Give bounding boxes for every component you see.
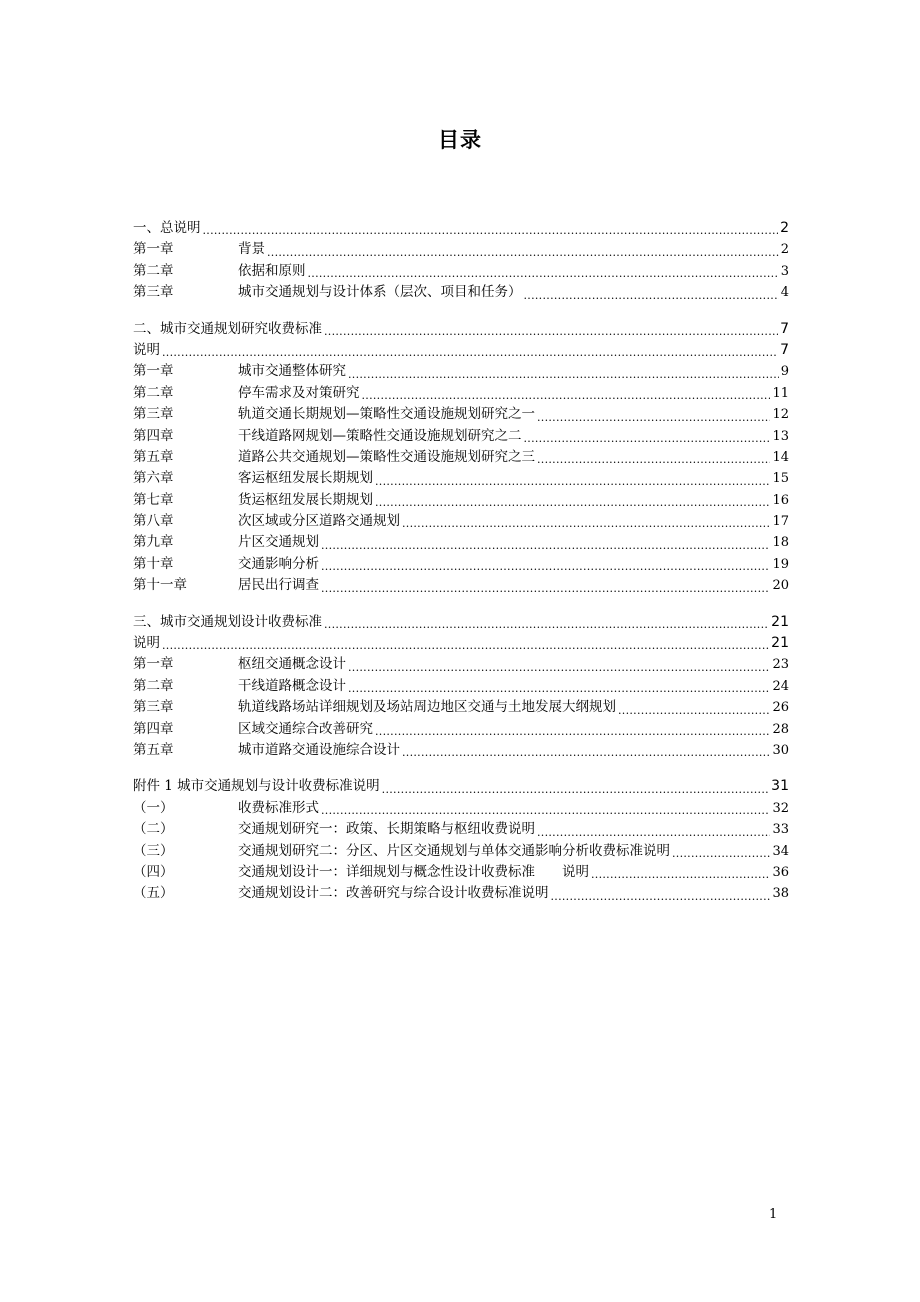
toc-entry-title: 交通规划设计一：详细规划与概念性设计收费标准 说明 [238,863,589,880]
toc-entry-row[interactable] [133,490,789,511]
toc-section [133,776,789,904]
toc-page-number: 9 [780,364,789,380]
toc-chapter-number: 第四章 [133,720,174,737]
toc-entry-row[interactable] [133,740,789,761]
dot-leader [537,404,770,425]
toc-chapter-number: 第十一章 [133,577,187,594]
dot-leader [321,532,770,553]
toc-entry-row[interactable] [133,654,789,675]
toc-entry-row[interactable] [133,697,789,718]
page-number: 1 [769,1207,778,1222]
toc-entry-title: 说明 [133,341,160,358]
toc-heading-row[interactable] [133,340,789,361]
toc-page-number: 21 [771,613,789,630]
toc-page-number: 36 [772,864,789,880]
dot-leader [267,239,779,260]
dot-leader [551,883,771,904]
toc-page-number: 16 [772,492,789,508]
toc-entry-row[interactable] [133,511,789,532]
toc-entry-row[interactable] [133,468,789,489]
page-title: 目录 [438,128,482,152]
toc-page-number: 38 [772,886,789,902]
dot-leader [348,654,770,675]
toc-entry-title: 道路公共交通规划—策略性交通设施规划研究之三 [238,448,535,465]
toc-entry-title: 干线道路网规划—策略性交通设施规划研究之二 [238,427,522,444]
toc-section [133,218,789,304]
toc-entry-row[interactable] [133,361,789,382]
toc-page-number: 2 [780,219,789,236]
toc-entry-title: 交通影响分析 [238,555,319,572]
toc-page-number: 18 [772,535,789,551]
dot-leader [203,218,779,239]
toc-chapter-number: 第三章 [133,406,174,423]
toc-entry-title: 城市交通规划与设计体系（层次、项目和任务） [238,284,522,301]
toc-entry-title: 说明 [133,635,160,652]
toc-page-number: 7 [780,320,789,337]
toc-entry-title: 干线道路概念设计 [238,677,346,694]
toc-entry-title: 附件 1 城市交通规划与设计收费标准说明 [133,778,380,795]
dot-leader [321,575,770,596]
dot-leader [321,554,770,575]
toc-chapter-number: 第三章 [133,699,174,716]
dot-leader [324,612,769,633]
toc-page-number: 28 [772,721,789,737]
toc-chapter-number: 第一章 [133,656,174,673]
dot-leader [348,361,779,382]
toc-entry-title: 片区交通规划 [238,534,319,551]
toc-page-number: 15 [772,471,789,487]
dot-leader [321,798,770,819]
toc-chapter-number: （四） [133,863,174,880]
toc-entry-row[interactable] [133,819,789,840]
toc-entry-row[interactable] [133,841,789,862]
dot-leader [308,261,779,282]
toc-chapter-number: 第一章 [133,241,174,258]
toc-entry-title: 交通规划设计二：改善研究与综合设计收费标准说明 [238,885,549,902]
toc-entry-title: 停车需求及对策研究 [238,384,360,401]
toc-page-number: 2 [780,242,789,258]
toc-entry-row[interactable] [133,447,789,468]
toc-chapter-number: （二） [133,821,174,838]
toc-entry-title: 货运枢纽发展长期规划 [238,491,373,508]
dot-leader [524,282,779,303]
toc-entry-row[interactable] [133,862,789,883]
toc-page-number: 13 [772,428,789,444]
toc-page-number: 30 [772,742,789,758]
toc-chapter-number: 第五章 [133,741,174,758]
toc-page-number: 11 [772,385,789,401]
toc-chapter-number: 第九章 [133,534,174,551]
toc-heading-row[interactable] [133,776,789,797]
toc-entry-title: 二、城市交通规划研究收费标准 [133,320,322,337]
toc-entry-title: 交通规划研究二：分区、片区交通规划与单体交通影响分析收费标准说明 [238,842,670,859]
toc-entry-title: 居民出行调查 [238,577,319,594]
toc-chapter-number: （三） [133,842,174,859]
dot-leader [362,383,771,404]
dot-leader [382,776,770,797]
dot-leader [348,676,770,697]
toc-page-number: 26 [772,700,789,716]
toc-page-number: 17 [772,514,789,530]
toc-chapter-number: 第三章 [133,284,174,301]
toc-chapter-number: （一） [133,799,174,816]
toc-entry-row[interactable] [133,798,789,819]
toc-page-number: 20 [772,578,789,594]
toc-chapter-number: 第二章 [133,677,174,694]
toc-entry-title: 收费标准形式 [238,799,319,816]
toc-entry-title: 轨道交通长期规划—策略性交通设施规划研究之一 [238,406,535,423]
toc-entry-title: 背景 [238,241,265,258]
dot-leader [375,719,770,740]
toc-page-number: 4 [780,285,789,301]
toc-chapter-number: （五） [133,885,174,902]
toc-entry-row[interactable] [133,404,789,425]
toc-page-number: 32 [772,800,789,816]
toc-entry-title: 依据和原则 [238,262,306,279]
toc-section [133,612,789,762]
table-of-contents [133,218,789,920]
dot-leader [324,319,778,340]
toc-page-number: 12 [772,407,789,423]
toc-entry-row[interactable] [133,282,789,303]
toc-entry-row[interactable] [133,239,789,260]
toc-entry-row[interactable] [133,261,789,282]
toc-section [133,319,789,597]
dot-leader [672,841,770,862]
dot-leader [162,340,778,361]
toc-heading-row[interactable] [133,218,789,239]
toc-chapter-number: 第八章 [133,513,174,530]
toc-entry-row[interactable] [133,883,789,904]
toc-heading-row[interactable] [133,633,789,654]
toc-chapter-number: 第二章 [133,262,174,279]
toc-entry-title: 轨道线路场站详细规划及场站周边地区交通与土地发展大纲规划 [238,699,616,716]
toc-page-number: 24 [772,678,789,694]
toc-chapter-number: 第二章 [133,384,174,401]
toc-chapter-number: 第一章 [133,363,174,380]
dot-leader [375,468,770,489]
toc-page-number: 23 [772,657,789,673]
toc-page-number: 3 [780,263,789,279]
toc-chapter-number: 第四章 [133,427,174,444]
toc-chapter-number: 第五章 [133,448,174,465]
dot-leader [618,697,770,718]
toc-page-number: 21 [771,635,789,652]
toc-page-number: 34 [772,843,789,859]
toc-entry-title: 客运枢纽发展长期规划 [238,470,373,487]
toc-entry-title: 区域交通综合改善研究 [238,720,373,737]
dot-leader [375,490,770,511]
toc-page-number: 7 [780,341,789,358]
toc-entry-row[interactable] [133,575,789,596]
toc-entry-title: 枢纽交通概念设计 [238,656,346,673]
dot-leader [402,511,770,532]
toc-entry-row[interactable] [133,719,789,740]
dot-leader [162,633,769,654]
toc-entry-row[interactable] [133,383,789,404]
toc-heading-row[interactable] [133,319,789,340]
dot-leader [402,740,770,761]
dot-leader [537,819,770,840]
toc-chapter-number: 第十章 [133,555,174,572]
toc-entry-title: 城市交通整体研究 [238,363,346,380]
dot-leader [591,862,770,883]
toc-entry-row[interactable] [133,554,789,575]
toc-chapter-number: 第七章 [133,491,174,508]
toc-entry-title: 一、总说明 [133,219,201,236]
toc-page-number: 33 [772,822,789,838]
toc-heading-row[interactable] [133,612,789,633]
toc-entry-row[interactable] [133,426,789,447]
toc-entry-title: 次区域或分区道路交通规划 [238,513,400,530]
toc-entry-row[interactable] [133,532,789,553]
toc-entry-title: 城市道路交通设施综合设计 [238,741,400,758]
toc-page-number: 31 [771,778,789,795]
toc-entry-row[interactable] [133,676,789,697]
toc-entry-title: 交通规划研究一：政策、长期策略与枢纽收费说明 [238,821,535,838]
dot-leader [537,447,770,468]
toc-page-number: 19 [772,556,789,572]
toc-page-number: 14 [772,449,789,465]
toc-entry-title: 三、城市交通规划设计收费标准 [133,613,322,630]
dot-leader [524,426,771,447]
toc-chapter-number: 第六章 [133,470,174,487]
